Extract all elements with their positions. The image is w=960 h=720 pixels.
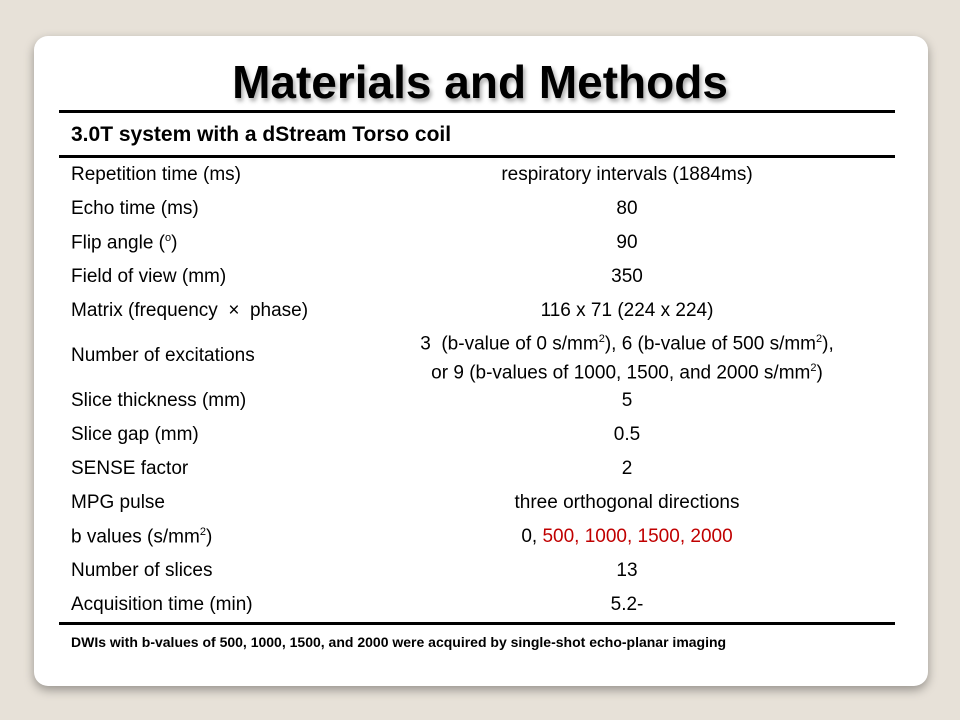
row-label: Slice thickness (mm) bbox=[71, 390, 247, 411]
row-label: Slice gap (mm) bbox=[71, 424, 199, 445]
row-label: Matrix (frequency × phase) bbox=[71, 300, 309, 321]
table-row bbox=[59, 554, 895, 588]
table-subtitle: 3.0T system with a dStream Torso coil bbox=[71, 123, 452, 146]
row-label: Flip angle ($^o$) bbox=[71, 231, 178, 254]
row-value: respiratory intervals (1884ms) bbox=[501, 164, 753, 185]
table-row bbox=[59, 260, 895, 294]
row-value: 5 bbox=[621, 390, 633, 411]
table-row bbox=[59, 384, 895, 418]
table-row bbox=[59, 588, 895, 622]
row-value: 13 bbox=[616, 560, 638, 581]
row-label: Number of slices bbox=[71, 560, 213, 581]
row-label: MPG pulse bbox=[71, 492, 165, 513]
table-row bbox=[59, 294, 895, 328]
table-row bbox=[59, 486, 895, 520]
bottom-rule bbox=[59, 622, 895, 625]
row-value: 116 x 71 (224 x 224) bbox=[540, 300, 714, 321]
table-row bbox=[59, 520, 895, 554]
table-row bbox=[59, 418, 895, 452]
row-label: Echo time (ms) bbox=[71, 198, 199, 219]
table-row bbox=[59, 452, 895, 486]
highlighted-b-values: 500, 1000, 1500, 2000 bbox=[542, 526, 733, 547]
row-label: Field of view (mm) bbox=[71, 266, 227, 287]
table-row bbox=[59, 328, 895, 384]
table-row bbox=[59, 226, 895, 260]
row-value: 0, 500, 1000, 1500, 2000 bbox=[521, 526, 733, 547]
table-row bbox=[59, 192, 895, 226]
row-value: 3 (b-value of 0 $s/mm^2$), 6 (b-value of 500 $s/mm^2$), or 9 (b-values of 1000, 1500, and 2000 $s/mm^2$) bbox=[420, 332, 834, 384]
row-label: Acquisition time (min) bbox=[71, 594, 253, 615]
footnote: DWIs with b-values of 500, 1000, 1500, and 2000 were acquired by single-shot echo-planar imaging bbox=[71, 634, 727, 650]
row-label: b values $(s/mm^2)$ bbox=[71, 525, 213, 548]
row-value: 2 bbox=[621, 458, 633, 479]
row-value: 350 bbox=[611, 266, 643, 287]
row-value: 90 bbox=[616, 232, 638, 253]
parameters-table bbox=[59, 110, 895, 625]
row-value: 0.5 bbox=[613, 424, 641, 445]
row-label: Repetition time (ms) bbox=[71, 164, 241, 185]
row-value: 5.2- bbox=[610, 594, 644, 615]
table-row bbox=[59, 158, 895, 192]
row-label: Number of excitations bbox=[71, 345, 255, 366]
row-label: SENSE factor bbox=[71, 458, 189, 479]
row-value: 80 bbox=[616, 198, 638, 219]
slide-title: Materials and Methods bbox=[232, 56, 728, 108]
row-value: three orthogonal directions bbox=[514, 492, 740, 513]
